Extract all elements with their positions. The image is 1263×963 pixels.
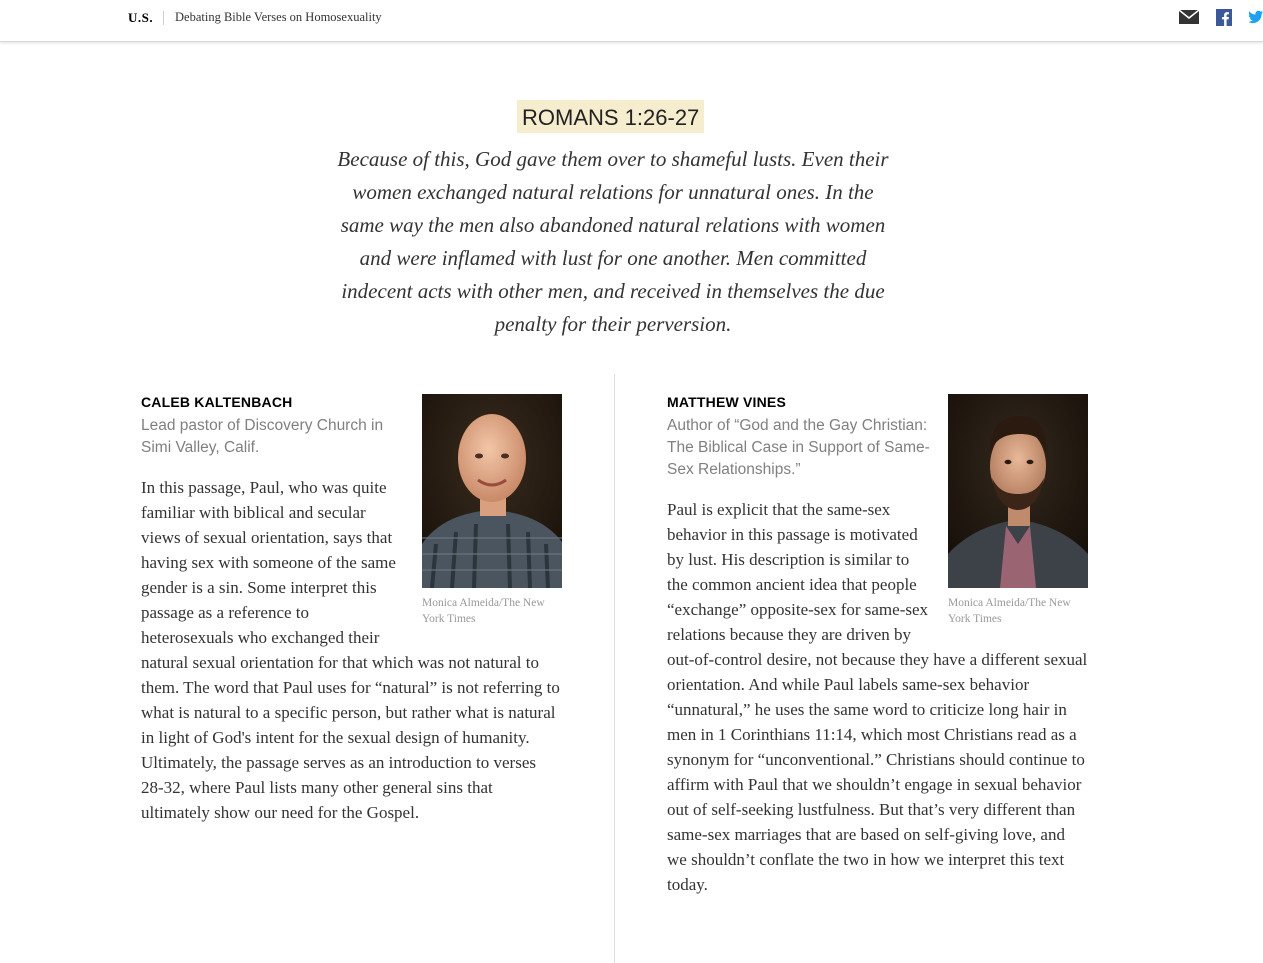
commentary-vines [667,393,1088,897]
photo-credit: Monica Almeida/The New York Times [948,597,1071,625]
top-bar [0,0,1263,42]
facebook-icon[interactable] [1216,9,1232,31]
author-name: MATTHEW VINES [667,394,787,410]
article-headline: Debating Bible Verses on Homosexuality [175,10,382,24]
author-photo [948,394,1088,588]
author-title: Lead pastor of Discovery Church in Simi Valley, Calif. [141,417,384,456]
photo-credit: Monica Almeida/The New York Times [422,597,545,625]
photo-figure [422,394,562,637]
author-title: Author of “God and the Gay Christian: The Biblical Case in Support of Same-Sex Relationships.” [667,417,930,478]
mail-icon[interactable] [1179,9,1199,30]
verse-reference: ROMANS 1:26-27 [517,100,704,133]
twitter-icon[interactable] [1249,9,1263,30]
column-divider [614,374,615,963]
header-divider [163,11,164,25]
commentary-text: In this passage, Paul, who was quite familiar with biblical and secular views of sexual orientation, says that having sex with someone of the same gender is a sin. Some interpret this passage as a reference to heterosexuals who exchanged their natural sexual orientation for that which was not natural to them. The word that Paul uses for “natural” is not referring to what is natural to a specific person, but rather what is natural in light of God's intent for the sexual design of humanity. Ultimately, the passage serves as an introduction to verses 28-32, where Paul lists many other general sins that ultimately show our need for the Gospel. [141,478,560,822]
author-name: CALEB KALTENBACH [141,394,293,410]
section-label[interactable]: U.S. [128,10,154,25]
commentary-kaltenbach [141,393,562,825]
commentary-text: Paul is explicit that the same-sex behavior in this passage is motivated by lust. His description is similar to the common ancient idea that people “exchange” opposite-sex for same-sex relations because they are driven by out-of-control desire, not because they have a different sexual orientation. And while Paul labels same-sex behavior “unnatural,” he uses the same word to criticize long hair in men in 1 Corinthians 11:14, which most Christians read as a synonym for “unconventional.” Christians should continue to affirm with Paul that we shouldn’t engage in sexual behavior out of self-seeking lustfulness. But that’s very different than same-sex marriages that are based on self-giving love, and we shouldn’t conflate the two in how we interpret this text today. [667,500,1088,894]
verse-text: Because of this, God gave them over to shameful lusts. Even their women exchanged natural relations for unnatural ones. In the same way the men also abandoned natural relations with women and were inflamed with lust for one another. Men committed indecent acts with other men, and received in themselves the due penalty for their perversion. [337,147,889,336]
photo-figure [948,394,1088,637]
author-photo [422,394,562,588]
